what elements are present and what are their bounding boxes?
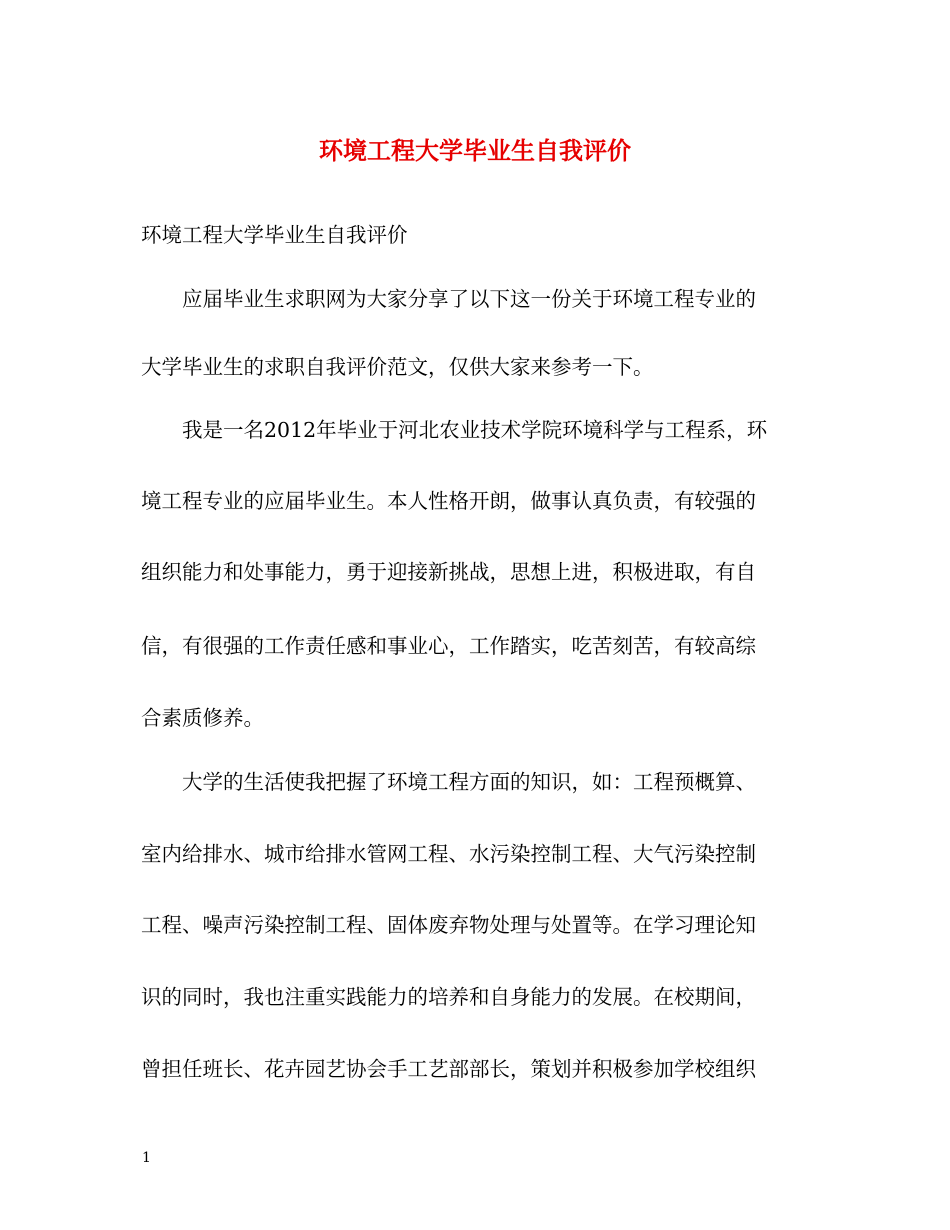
paragraph-line: 合素质修养。 [141, 706, 264, 730]
document-title: 环境工程大学毕业生自我评价 [319, 136, 631, 165]
paragraph-line: 组织能力和处事能力，勇于迎接新挑战，思想上进，积极进取，有自 [141, 560, 756, 584]
paragraph-line: 识的同时，我也注重实践能力的培养和自身能力的发展。在校期间， [141, 985, 756, 1009]
paragraph-line: 境工程专业的应届毕业生。本人性格开朗，做事认真负责，有较强的 [141, 489, 756, 513]
paragraph-line: 信，有很强的工作责任感和事业心，工作踏实，吃苦刻苦，有较高综 [141, 634, 756, 658]
paragraph-line: 大学的生活使我把握了环境工程方面的知识，如：工程预概算、 [182, 770, 756, 794]
paragraph-line: 应届毕业生求职网为大家分享了以下这一份关于环境工程专业的 [182, 287, 756, 311]
paragraph-line: 曾担任班长、花卉园艺协会手工艺部部长，策划并积极参加学校组织 [141, 1057, 756, 1081]
document-subtitle: 环境工程大学毕业生自我评价 [141, 223, 408, 247]
paragraph-line: 室内给排水、城市给排水管网工程、水污染控制工程、大气污染控制 [141, 842, 756, 866]
paragraph-line: 我是一名2012年毕业于河北农业技术学院环境科学与工程系，环 [182, 418, 768, 442]
paragraph-line: 大学毕业生的求职自我评价范文，仅供大家来参考一下。 [141, 355, 654, 379]
page-number: 1 [142, 1150, 151, 1166]
paragraph-line: 工程、噪声污染控制工程、固体废弃物处理与处置等。在学习理论知 [141, 913, 756, 937]
